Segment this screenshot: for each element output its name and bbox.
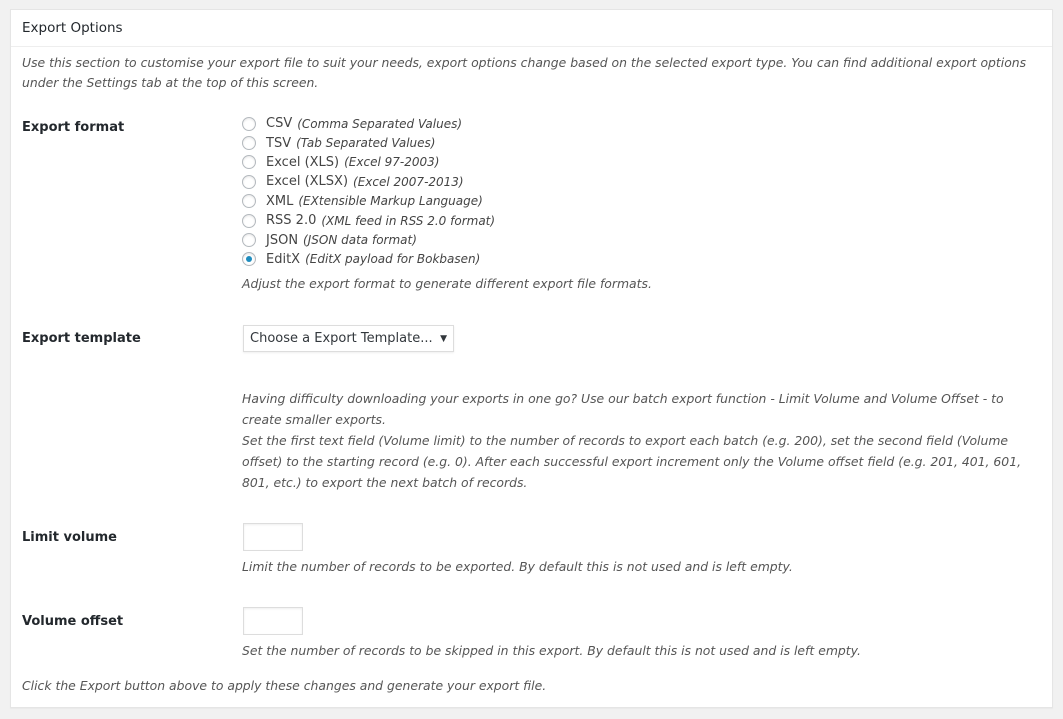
export-format-option[interactable] xyxy=(242,153,495,172)
export-format-option-name: RSS 2.0 xyxy=(266,213,317,229)
radio-button[interactable] xyxy=(242,155,256,169)
export-template-selected: Choose a Export Template... xyxy=(250,331,433,346)
panel-title: Export Options xyxy=(22,20,123,36)
export-format-option-name: CSV xyxy=(266,116,293,132)
triangle-down-icon: ▼ xyxy=(440,333,447,344)
export-format-option-desc: (Comma Separated Values) xyxy=(297,116,463,131)
export-format-option-desc: (Excel 2007-2013) xyxy=(353,174,464,189)
radio-button[interactable] xyxy=(242,117,256,131)
radio-button[interactable] xyxy=(242,136,256,150)
export-format-option-desc: (Excel 97-2003) xyxy=(344,155,440,170)
export-format-option-name: TSV xyxy=(266,135,292,151)
export-format-option[interactable] xyxy=(242,230,495,249)
export-format-option-desc: (EXtensible Markup Language) xyxy=(298,194,483,209)
panel-header xyxy=(11,10,1052,47)
export-format-option-desc: (XML feed in RSS 2.0 format) xyxy=(321,213,496,228)
export-format-label: Export format xyxy=(22,120,125,135)
export-format-option-desc: (JSON data format) xyxy=(303,233,417,248)
limit-volume-input[interactable] xyxy=(243,523,303,551)
volume-offset-help: Set the number of records to be skipped in this export. By default this is not used and is left empty. xyxy=(242,643,861,658)
export-template-select[interactable] xyxy=(243,325,454,352)
volume-offset-input[interactable] xyxy=(243,607,303,635)
export-format-option-name: JSON xyxy=(266,232,299,248)
batch-help xyxy=(242,388,1042,493)
export-format-option[interactable] xyxy=(242,114,495,133)
export-format-option[interactable] xyxy=(242,172,495,191)
export-format-option[interactable] xyxy=(242,250,495,269)
radio-button[interactable] xyxy=(242,252,256,266)
limit-volume-help: Limit the number of records to be exported. By default this is not used and is left empty. xyxy=(242,559,793,574)
export-format-option-name: XML xyxy=(266,193,294,209)
export-format-option[interactable] xyxy=(242,133,495,152)
radio-button[interactable] xyxy=(242,194,256,208)
export-format-radio-group xyxy=(242,114,495,269)
intro-text: Use this section to customise your export file to suit your needs, export options change based on the selected export type. You can find additional export options under the Settings tab at the top of this screen. xyxy=(22,55,1027,90)
volume-offset-label: Volume offset xyxy=(22,614,124,629)
radio-button[interactable] xyxy=(242,214,256,228)
export-format-help: Adjust the export format to generate different export file formats. xyxy=(242,276,652,291)
export-format-option-desc: (EditX payload for Bokbasen) xyxy=(305,252,481,267)
export-format-option-name: Excel (XLSX) xyxy=(266,174,349,190)
radio-button[interactable] xyxy=(242,175,256,189)
footer-note: Click the Export button above to apply these changes and generate your export file. xyxy=(22,678,547,693)
export-template-label: Export template xyxy=(22,331,141,346)
export-format-option[interactable] xyxy=(242,211,495,230)
batch-help-line1: Having difficulty downloading your exports in one go? Use our batch export function - Limit Volume and Volume Offset - to create smaller exports. xyxy=(242,391,1004,427)
limit-volume-label: Limit volume xyxy=(22,530,117,545)
batch-help-line2: Set the first text field (Volume limit) to the number of records to export each batch (e.g. 200), set the second field (Volume offset) to the starting record (e.g. 0). After each successful export increment only the Volume offset field (e.g. 201, 401, 601, 801, etc.) to export the next batch of records. xyxy=(242,433,1022,490)
radio-button[interactable] xyxy=(242,233,256,247)
export-format-option[interactable] xyxy=(242,192,495,211)
export-format-option-name: Excel (XLS) xyxy=(266,154,340,170)
export-format-option-name: EditX xyxy=(266,251,301,267)
export-format-option-desc: (Tab Separated Values) xyxy=(296,136,436,151)
export-options-panel xyxy=(10,9,1053,708)
